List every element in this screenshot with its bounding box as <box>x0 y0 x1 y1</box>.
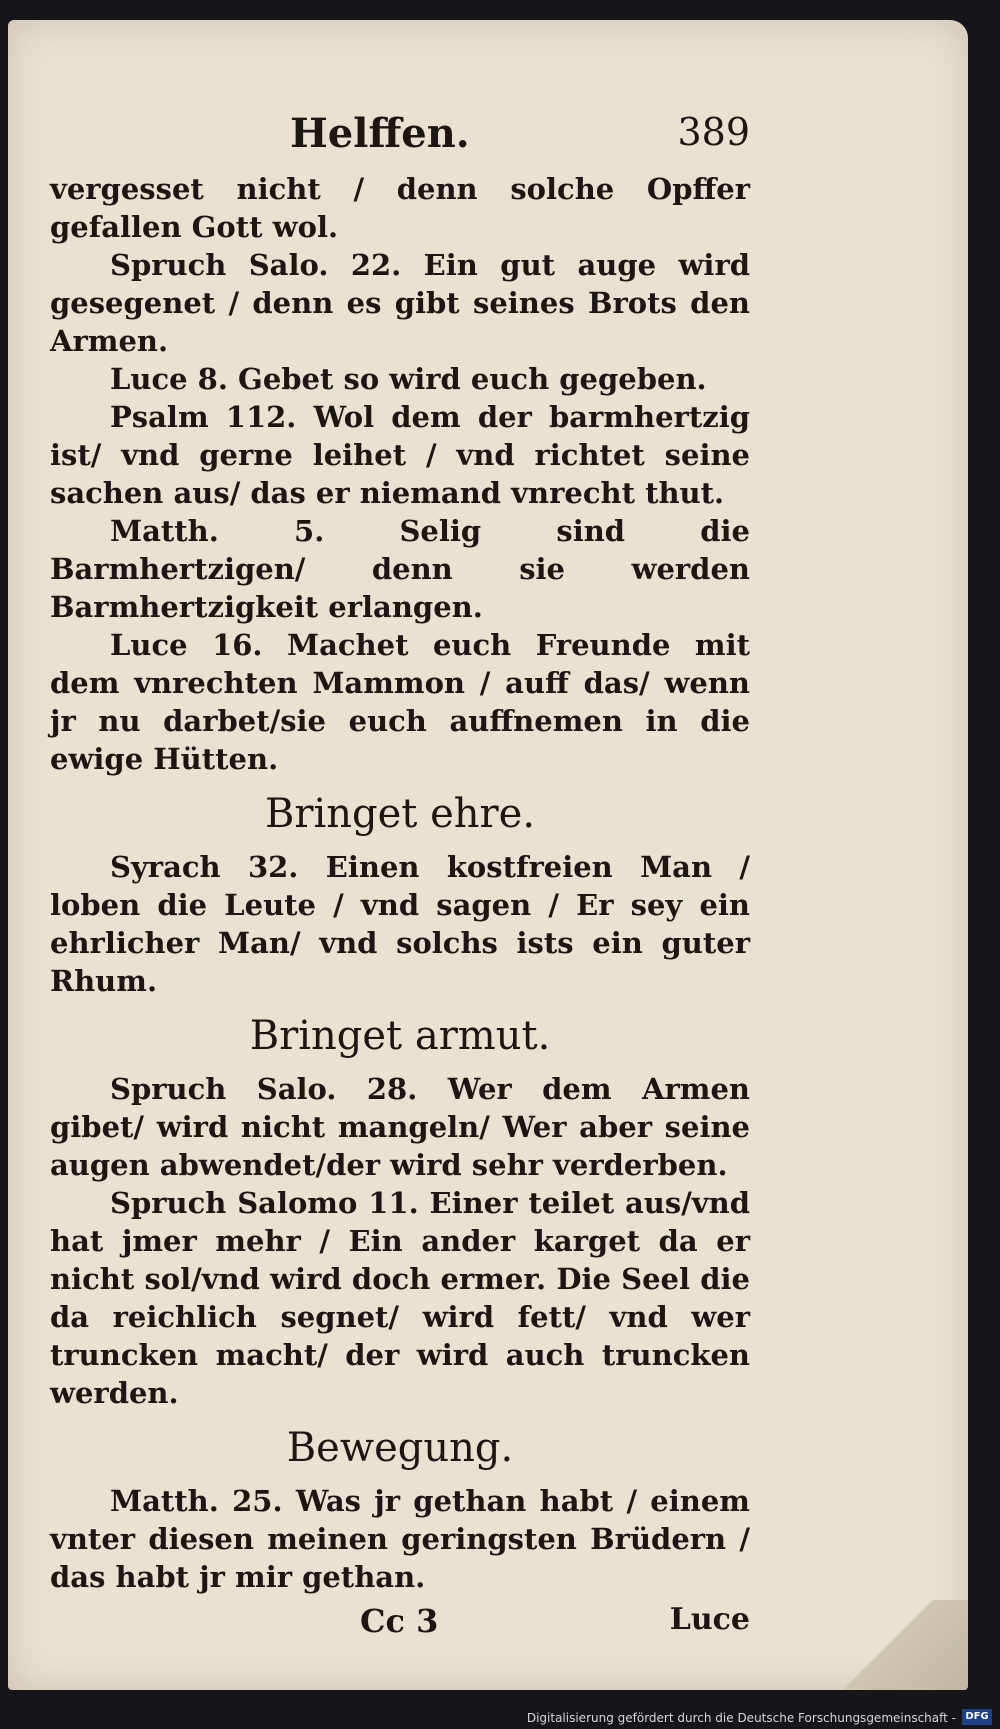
paragraph: Spruch Salo. 22. Ein gut auge wird gesegenet / denn es gibt seines Brots den Armen. <box>50 248 750 358</box>
section-heading: Bewegung. <box>286 1425 514 1471</box>
paragraph: Matth. 5. Selig sind die Barmhertzigen/ denn sie werden Barmhertzigkeit erlangen. <box>50 514 750 624</box>
section-heading: Bringet armut. <box>249 1013 551 1059</box>
section-bringet-armut <box>50 1008 750 1412</box>
section-bewegung <box>50 1420 750 1596</box>
paragraph: Luce 16. Machet euch Freunde mit dem vnrechten Mammon / auff das/ wenn jr nu darbet/sie euch auffnemen in die ewige Hütten. <box>50 628 750 776</box>
page-corner-fold <box>828 1600 968 1690</box>
book-page <box>8 20 968 1690</box>
paragraph: Spruch Salo. 28. Wer dem Armen gibet/ wird nicht mangeln/ Wer aber seine augen abwendet/der wird sehr verderben. <box>50 1072 750 1182</box>
signature-mark: Cc 3 <box>360 1602 439 1640</box>
paragraph: Syrach 32. Einen kostfreien Man / loben die Leute / vnd sagen / Er sey ein ehrlicher Man/ vnd solchs ists ein guter Rhum. <box>50 850 750 998</box>
running-head <box>50 110 750 170</box>
paragraph: Psalm 112. Wol dem der barmhertzig ist/ vnd gerne leihet / vnd richtet seine sachen aus/ das er niemand vnrecht thut. <box>50 400 750 510</box>
section-intro <box>50 170 750 778</box>
credit-bar <box>0 1703 1000 1729</box>
section-heading: Bringet ehre. <box>264 791 536 837</box>
page-number: 389 <box>677 110 750 154</box>
catchword: Luce <box>669 1602 750 1637</box>
text-block <box>50 110 750 1648</box>
section-bringet-ehre <box>50 786 750 1000</box>
paragraph: Luce 8. Gebet so wird euch gegeben. <box>110 362 707 396</box>
paragraph: vergesset nicht / denn solche Opffer gefallen Gott wol. <box>50 172 750 244</box>
dfg-logo: DFG <box>962 1709 992 1725</box>
paragraph: Matth. 25. Was jr gethan habt / einem vnter diesen meinen geringsten Brüdern / das habt jr mir gethan. <box>50 1484 750 1594</box>
credit-text: Digitalisierung gefördert durch die Deutsche Forschungsgemeinschaft - <box>526 1711 956 1725</box>
running-title: Helffen. <box>290 110 470 157</box>
paragraph: Spruch Salomo 11. Einer teilet aus/vnd hat jmer mehr / Ein ander karget da er nicht sol/vnd wird doch ermer. Die Seel die da reichlich segnet/ wird fett/ vnd wer truncken macht/ der wird auch truncken werden. <box>50 1186 750 1410</box>
page-footer <box>50 1602 750 1648</box>
